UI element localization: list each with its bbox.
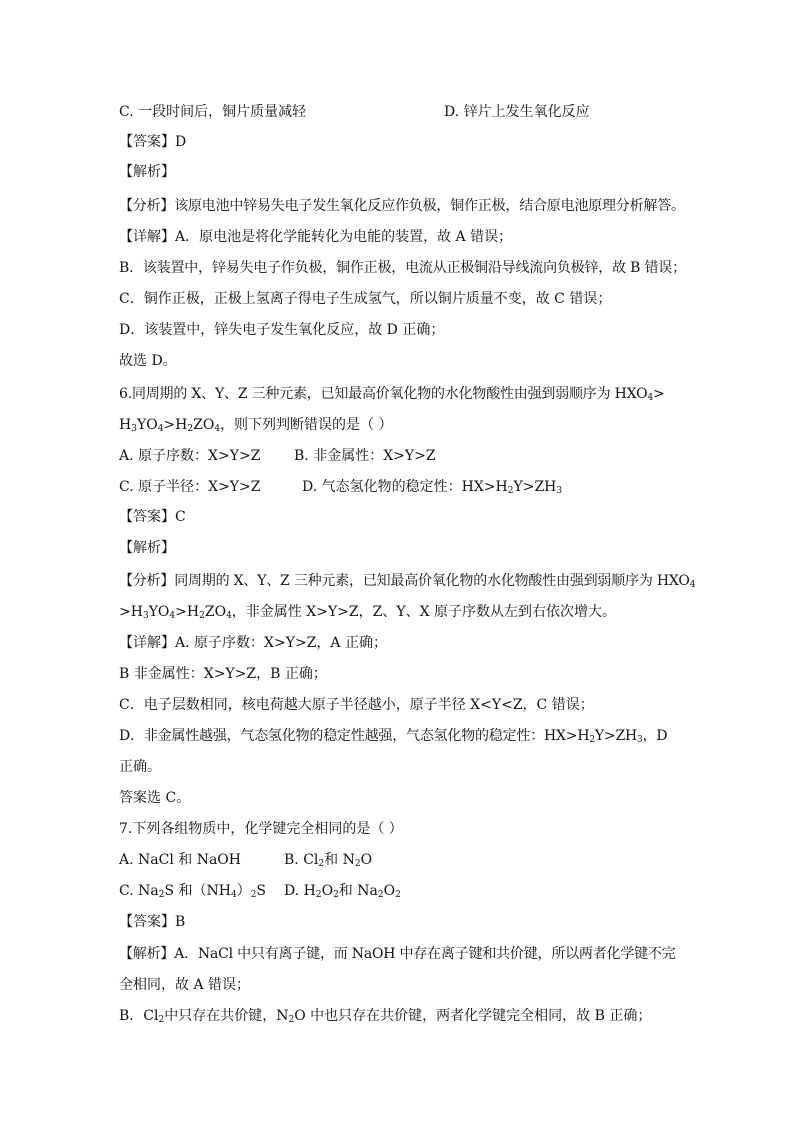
q7-option-c: [119, 883, 266, 899]
formula-part: D. 气态氢化物的稳定性：HX>H: [302, 479, 508, 495]
q7-stem: 7.下列各组物质中，化学键完全相同的是（ ）: [119, 821, 403, 837]
q7-jiexi-line1: 【解析】A．NaCl 中只有离子键，而 NaOH 中存在离子键和共价键，所以两者化学键不完: [119, 946, 676, 962]
formula-part: YO: [136, 417, 158, 433]
q6-analysis-heading: 【解析】: [119, 540, 175, 556]
q6-fenxi-line1: [119, 570, 696, 592]
subscript: 2: [158, 890, 165, 900]
q5-answer: 【答案】D: [119, 134, 187, 150]
formula-part: ZO: [204, 604, 227, 620]
formula-part: D. H: [284, 883, 316, 899]
formula-part: Y>ZH: [594, 728, 637, 744]
q6-stem-end: ，则下列判断错误的是（ ）: [220, 417, 393, 433]
formula-part: O: [383, 883, 396, 899]
subscript: 3: [556, 486, 563, 496]
q6-detail-d-line2: 正确。: [119, 759, 161, 775]
formula-part: O: [321, 883, 334, 899]
q7-jiexi-line2: 全相同，故 A 错误；: [119, 977, 251, 993]
subscript: 4: [230, 890, 237, 900]
q6-options-row2: [119, 476, 679, 498]
formula-part: B. Cl: [284, 852, 319, 868]
q6-stem-line2: [119, 414, 679, 436]
q6-option-c: C. 原子半径：X>Y>Z: [119, 479, 261, 495]
subscript: 4: [169, 611, 176, 621]
formula-part: ）: [236, 883, 251, 899]
subscript: 2: [250, 890, 257, 900]
subscript: 4: [647, 393, 653, 403]
q6-option-d: [302, 476, 562, 498]
q6-stem-line1: [119, 383, 679, 405]
subscript: 4: [226, 611, 232, 621]
q5-analysis-heading: 【解析】: [119, 164, 175, 180]
formula-part: YO: [148, 604, 170, 620]
q7-answer: 【答案】B: [119, 914, 186, 930]
formula-part: >H: [119, 604, 143, 620]
formula-part: >H: [163, 417, 188, 433]
q6-stem-tail: >: [652, 386, 665, 402]
q5-conclusion: 故选 D。: [119, 353, 177, 369]
q6-option-b: B. 非金属性：X>Y>Z: [294, 448, 436, 464]
q6-fenxi-text: 【分析】同周期的 X、Y、Z 三种元素，已知最高价氧化物的水化物酸性由强到弱顺序为 HXO: [119, 573, 690, 589]
q5-detail-b: B．该装置中，锌易失电子作负极，铜作正极，电流从正极铜沿导线流向负极锌，故 B 错误；: [119, 260, 686, 276]
q6-detail-d-text: D．非金属性越强，气态氢化物的稳定性越强，气态氢化物的稳定性：HX>H: [119, 728, 590, 744]
q5-detail-c: C．铜作正极，正极上氢离子得电子生成氢气，所以铜片质量不变，故 C 错误；: [119, 291, 612, 307]
subscript: 2: [589, 735, 595, 745]
formula-part: B．Cl: [119, 1008, 159, 1024]
q5-option-c: C. 一段时间后，铜片质量减轻: [119, 104, 307, 120]
subscript: 2: [377, 890, 384, 900]
formula-part: ZO: [193, 417, 215, 433]
q5-option-d: D. 锌片上发生氧化反应: [444, 104, 590, 120]
formula-part: ，D: [642, 728, 668, 744]
q7-option-a: A. NaCl 和 NaOH: [119, 852, 241, 868]
formula-part: S: [256, 883, 267, 899]
subscript: 2: [158, 1015, 165, 1025]
formula-part: C. Na: [119, 883, 159, 899]
formula-part: S 和（NH: [164, 883, 231, 899]
subscript: 4: [689, 580, 696, 590]
subscript: 2: [199, 611, 205, 621]
q6-conclusion: 答案选 C。: [119, 790, 191, 806]
subscript: 2: [507, 486, 514, 496]
q6-option-a: A. 原子序数：X>Y>Z: [119, 448, 261, 464]
q7-option-d: [284, 880, 401, 902]
q5-detail-a: 【详解】A．原电池是将化学能转化为电能的装置，故 A 错误；: [119, 229, 513, 245]
formula-part: Y>ZH: [513, 479, 557, 495]
formula-part: >H: [175, 604, 200, 620]
formula-part: O: [360, 852, 373, 868]
q5-options-row: [119, 101, 679, 123]
formula-part: 和 N: [324, 852, 355, 868]
formula-part: 和 Na: [338, 883, 378, 899]
q6-detail-c: C．电子层数相同，核电荷越大原子半径越小，原子半径 X<Y<Z，C 错误；: [119, 697, 594, 713]
formula-part: 中只存在共价键，N: [164, 1008, 289, 1024]
subscript: 2: [288, 1015, 295, 1025]
q7-options-row2: [119, 880, 679, 902]
subscript: 2: [187, 424, 194, 434]
subscript: 2: [315, 890, 322, 900]
q6-detail-a: 【详解】A. 原子序数：X>Y>Z，A 正确；: [119, 635, 387, 651]
q7-option-b: [284, 849, 372, 871]
q6-detail-d-line1: [119, 725, 679, 747]
subscript: 3: [142, 611, 149, 621]
subscript: 2: [318, 859, 325, 869]
q6-fenxi-line2: [119, 601, 679, 623]
subscript: 4: [214, 424, 221, 434]
q7-jiexi-line3: [119, 1005, 679, 1027]
formula-part: H: [119, 417, 132, 433]
q6-stem-text: 6.同周期的 X、Y、Z 三种元素，已知最高价氧化物的水化物酸性由强到弱顺序为 HXO: [119, 386, 648, 402]
subscript: 2: [395, 890, 401, 900]
subscript: 2: [354, 859, 361, 869]
q5-detail-d: D．该装置中，锌失电子发生氧化反应，故 D 正确；: [119, 322, 445, 338]
q6-answer: 【答案】C: [119, 509, 186, 525]
subscript: 4: [157, 424, 164, 434]
q6-fenxi-end: ，非金属性 X>Y>Z，Z、Y、X 原子序数从左到右依次增大。: [231, 604, 617, 620]
formula-part: O 中也只存在共价键，两者化学键完全相同，故 B 正确；: [294, 1008, 652, 1024]
subscript: 3: [636, 735, 643, 745]
subscript: 2: [333, 890, 339, 900]
q6-options-row1: [119, 445, 679, 467]
q7-options-row1: [119, 849, 679, 871]
q6-detail-b: B 非金属性：X>Y>Z，B 正确；: [119, 666, 327, 682]
q5-fenxi: 【分析】该原电池中锌易失电子发生氧化反应作负极，铜作正极，结合原电池原理分析解答。: [119, 198, 685, 214]
subscript: 3: [131, 424, 137, 434]
